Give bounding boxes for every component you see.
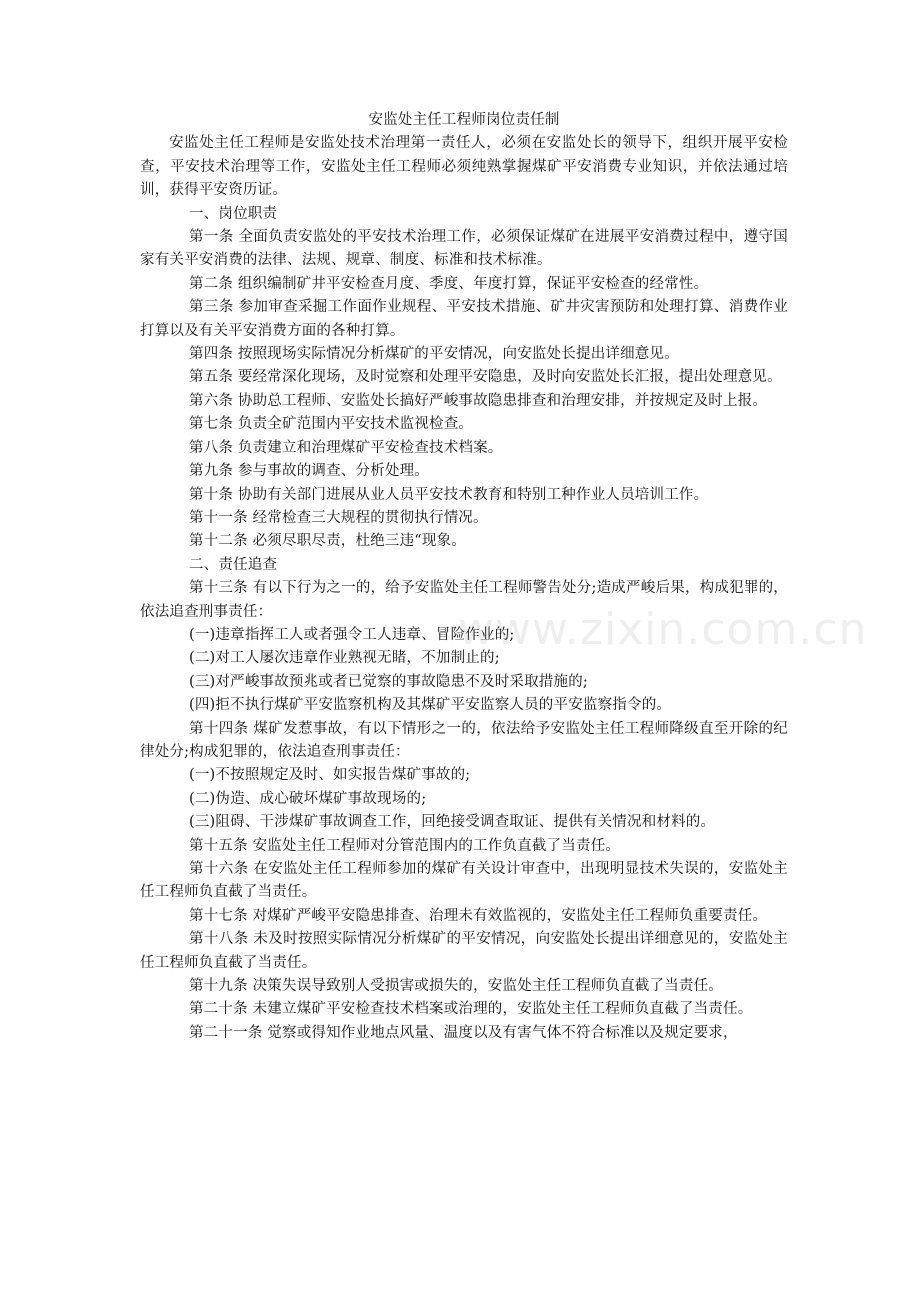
document-paragraph: 第十九条 决策失误导致别人受损害或损失的，安监处主任工程师负直截了当责任。 <box>189 978 724 995</box>
document-paragraph: 第十七条 对煤矿严峻平安隐患排查、治理未有效监视的，安监处主任工程师负重要责任。 <box>189 907 768 924</box>
document-paragraph: 第十二条 必须尽职尽责，杜绝三违“现象。 <box>189 533 467 550</box>
document-paragraph: (一)不按照规定及时、如实报告煤矿事故的; <box>189 767 471 784</box>
document-paragraph: 第八条 负责建立和治理煤矿平安检查技术档案。 <box>189 439 503 456</box>
document-paragraph: 第七条 负责全矿范围内平安技术监视检查。 <box>189 416 474 433</box>
document-paragraph: (三)对严峻事故预兆或者已觉察的事故隐患不及时采取措施的; <box>189 673 588 690</box>
document-paragraph: (一)违章指挥工人或者强令工人违章、冒险作业的; <box>189 626 515 643</box>
document-paragraph: 第二十条 未建立煤矿平安检查技术档案或治理的，安监处主任工程师负直截了当责任。 <box>189 1001 753 1018</box>
document-paragraph: 第二十一条 觉察或得知作业地点风量、温度以及有害气体不符合标准以及规定要求， <box>189 1024 738 1041</box>
document-paragraph: 第三条 参加审查采掘工作面作业规程、平安技术措施、矿井灾害预防和处理打算、消费作业打算以及有关平安消费方面的各种打算。 <box>140 299 788 339</box>
document-paragraph: 第九条 参与事故的调查、分析处理。 <box>189 463 430 480</box>
document-paragraph: 一、岗位职责 <box>189 205 278 222</box>
document-paragraph: 二、责任追查 <box>189 556 278 573</box>
document-paragraph: 第十六条 在安监处主任工程师参加的煤矿有关设计审查中，出现明显技术失误的，安监处主任工程师负直截了当责任。 <box>140 861 788 901</box>
document-paragraph: 第十条 协助有关部门进展从业人员平安技术教育和特别工种作业人员培训工作。 <box>189 486 709 503</box>
document-title: 安监处主任工程师岗位责任制 <box>368 112 560 128</box>
document-paragraph: (二)对工人屡次违章作业熟视无睹，不加制止的; <box>189 650 500 667</box>
document-paragraph: 第十一条 经常检查三大规程的贯彻执行情况。 <box>189 509 488 526</box>
document-paragraph: 第一条 全面负责安监处的平安技术治理工作，必须保证煤矿在进展平安消费过程中，遵守国家有关平安消费的法律、法规、规章、制度、标准和技术标准。 <box>140 229 788 269</box>
document-paragraph: 第四条 按照现场实际情况分析煤矿的平安情况，向安监处长提出详细意见。 <box>189 346 679 363</box>
document-paragraph: 第五条 要经常深化现场，及时觉察和处理平安隐患，及时向安监处长汇报，提出处理意见。 <box>189 369 782 386</box>
document-paragraph: 第二条 组织编制矿井平安检查月度、季度、年度打算，保证平安检查的经常性。 <box>189 275 709 292</box>
document-body <box>140 109 788 1045</box>
document-paragraph: 第十五条 安监处主任工程师对分管范围内的工作负直截了当责任。 <box>189 837 621 854</box>
document-paragraph: 第十八条 未及时按照实际情况分析煤矿的平安情况，向安监处长提出详细意见的，安监处主任工程师负直截了当责任。 <box>140 931 788 971</box>
document-paragraph: (四)拒不执行煤矿平安监察机构及其煤矿平安监察人员的平安监察指令的。 <box>189 697 672 714</box>
paragraph-list <box>140 132 788 1045</box>
document-paragraph: 安监处主任工程师是安监处技术治理第一责任人，必须在安监处长的领导下，组织开展平安检查，平安技术治理等工作，安监处主任工程师必须纯熟掌握煤矿平安消费专业知识，并依法通过培训，获得平安资历证。 <box>140 135 788 199</box>
document-paragraph: 第六条 协助总工程师、安监处长搞好严峻事故隐患排查和治理安排，并按规定及时上报。 <box>189 392 768 409</box>
document-paragraph: (二)伪造、成心破坏煤矿事故现场的; <box>189 790 427 807</box>
document-paragraph: 第十三条 有以下行为之一的，给予安监处主任工程师警告处分;造成严峻后果，构成犯罪的，依法追查刑事责任： <box>140 580 788 620</box>
document-paragraph: (三)阻碍、干涉煤矿事故调查工作，回绝接受调查取证、提供有关情况和材料的。 <box>189 814 716 831</box>
document-paragraph: 第十四条 煤矿发惹事故，有以下情形之一的，依法给予安监处主任工程师降级直至开除的纪律处分;构成犯罪的，依法追查刑事责任： <box>140 720 788 760</box>
watermark: www.zixin.com.cn <box>458 604 868 655</box>
